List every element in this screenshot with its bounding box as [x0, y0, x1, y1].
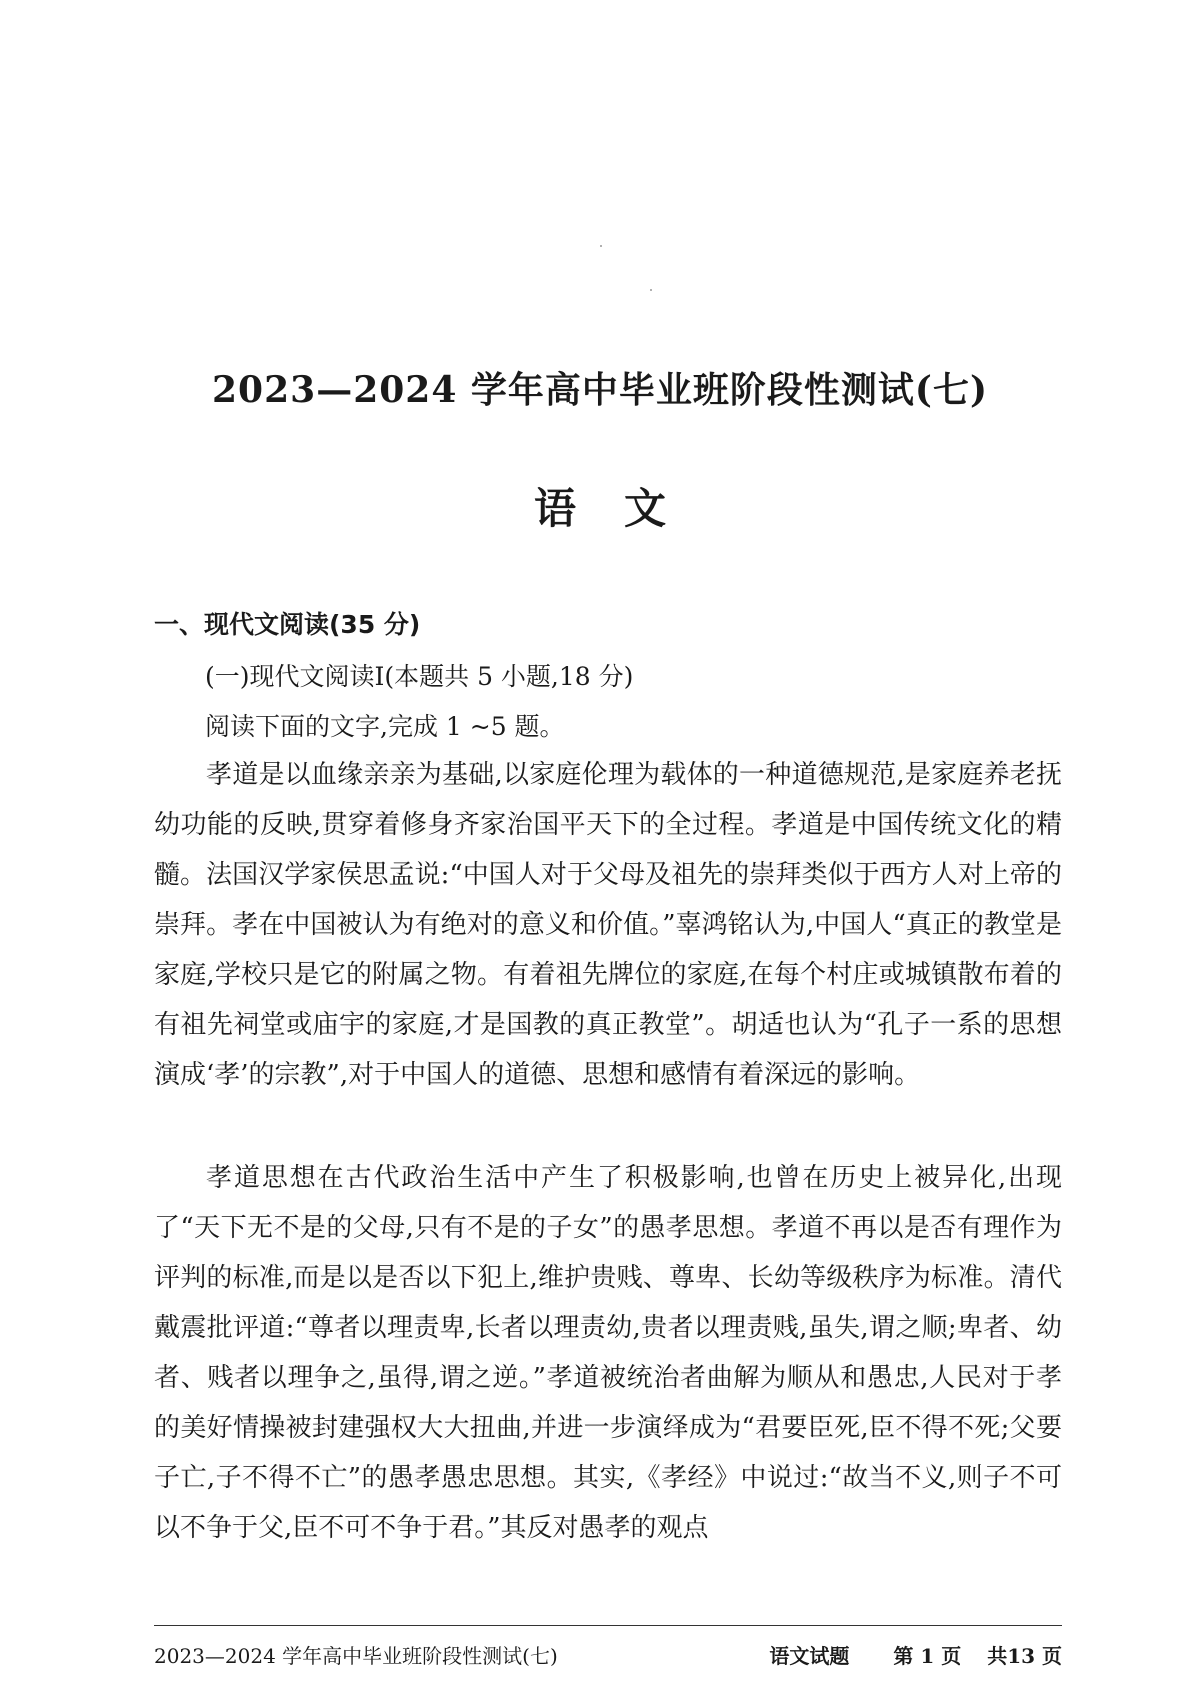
- passage-paragraph: 孝道思想在古代政治生活中产生了积极影响,也曾在历史上被异化,出现了“天下无不是的父母,只有不是的子女”的愚孝思想。孝道不再以是否有理作为评判的标准,而是以是否以下犯上,维护贵贱、尊卑、长幼等级秩序为标准。清代戴震批评道:“尊者以理责卑,长者以理责幼,贵者以理责贱,虽失,谓之顺;卑者、幼者、贱者以理争之,虽得,谓之逆。”孝道被统治者曲解为顺从和愚忠,人民对于孝的美好情操被封建强权大大扭曲,并进一步演绎成为“君要臣死,臣不得不死;父要子亡,子不得不亡”的愚孝愚忠思想。其实,《孝经》中说过:“故当不义,则子不可以不争于父,臣不可不争于君。”其反对愚孝的观点: [154, 1163, 1062, 1543]
- scan-speck: [650, 289, 652, 291]
- footer-page-number: 第 1 页: [893, 1644, 962, 1668]
- footer-divider: [154, 1625, 1062, 1626]
- footer-exam-title: 2023—2024 学年高中毕业班阶段性测试(七): [154, 1644, 558, 1668]
- reading-instruction: 阅读下面的文字,完成 1 ~5 题。: [205, 712, 565, 741]
- sub-heading: (一)现代文阅读Ⅰ(本题共 5 小题,18 分): [205, 662, 634, 691]
- footer-page-info: [769, 1640, 1062, 1669]
- scan-speck: [600, 245, 602, 247]
- subject-title: 语文: [533, 484, 714, 533]
- section-heading: 一、现代文阅读(35 分): [154, 610, 421, 639]
- passage-paragraph: 孝道是以血缘亲亲为基础,以家庭伦理为载体的一种道德规范,是家庭养老抚幼功能的反映,贯穿着修身齐家治国平天下的全过程。孝道是中国传统文化的精髓。法国汉学家侯思孟说:“中国人对于父母及祖先的崇拜类似于西方人对上帝的崇拜。孝在中国被认为有绝对的意义和价值。”辜鸿铭认为,中国人“真正的教堂是家庭,学校只是它的附属之物。有着祖先牌位的家庭,在每个村庄或城镇散布着的有祖先祠堂或庙宇的家庭,才是国教的真正教堂”。胡适也认为“孔子一系的思想演成‘孝’的宗教”,对于中国人的道德、思想和感情有着深远的影响。: [154, 760, 1062, 1090]
- exam-title: 2023—2024 学年高中毕业班阶段性测试(七): [212, 369, 988, 411]
- footer-subject: 语文试题: [769, 1644, 850, 1668]
- footer-total-pages: 共13 页: [987, 1644, 1062, 1668]
